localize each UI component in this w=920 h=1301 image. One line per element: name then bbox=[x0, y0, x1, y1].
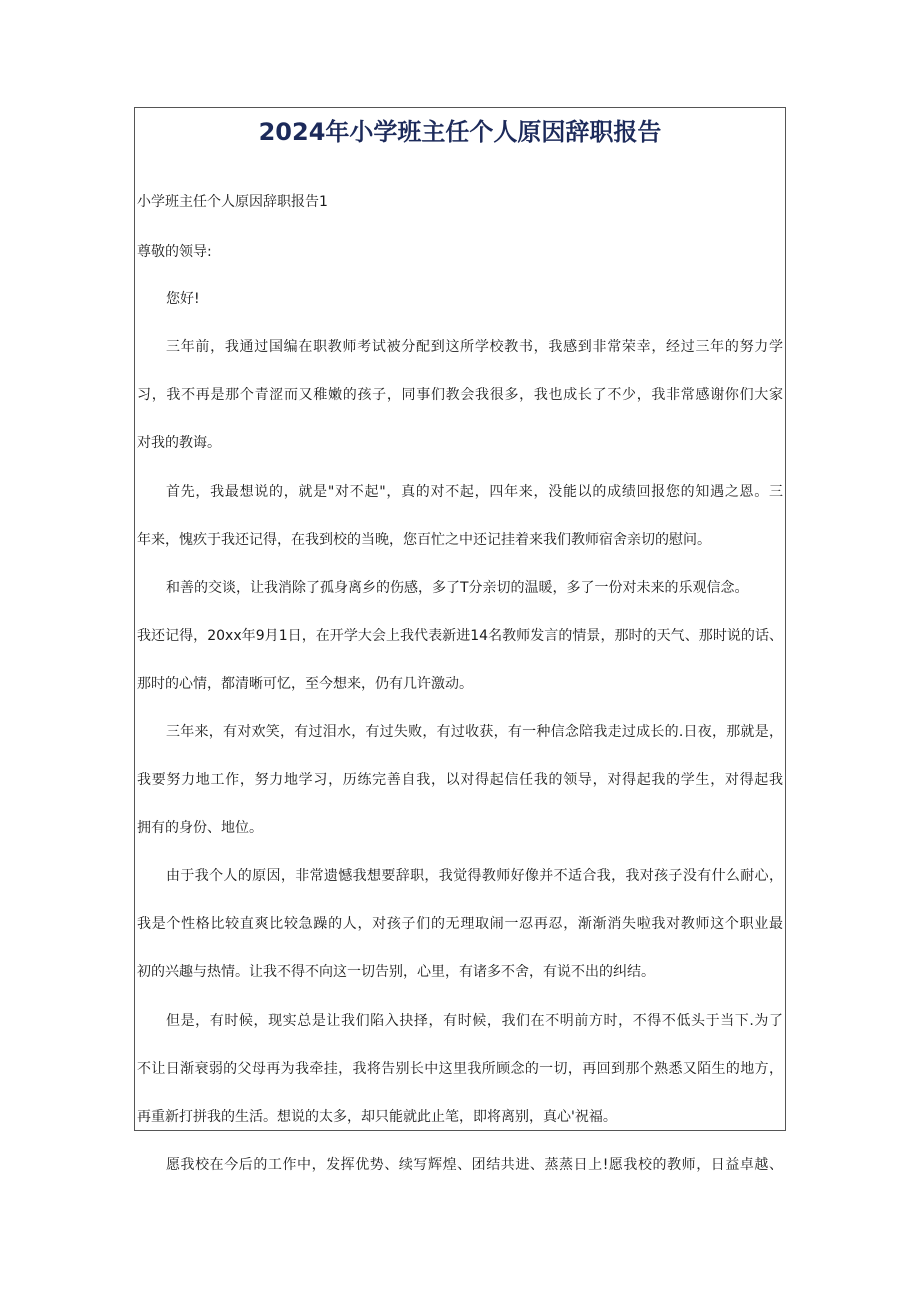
paragraph-line: 三年前，我通过国编在职教师考试被分配到这所学校教书，我感到非常荣幸，经过三年的努力学 bbox=[166, 339, 783, 355]
paragraph-line: 那时的心情，都清晰可忆，至今想来，仍有几许激动。 bbox=[137, 676, 473, 692]
paragraph-line: 年来，愧疚于我还记得，在我到校的当晚，您百忙之中还记挂着来我们教师宿舍亲切的慰问。 bbox=[137, 532, 711, 548]
salutation: 尊敬的领导: bbox=[137, 244, 212, 260]
paragraph-line: 我还记得，20xx年9月1日，在开学大会上我代表新进14名教师发言的情景，那时的天气、那时说的话、 bbox=[137, 628, 783, 644]
paragraph-line: 我要努力地工作，努力地学习，历练完善自我，以对得起信任我的领导，对得起我的学生，对得起我 bbox=[137, 772, 783, 788]
paragraph-line: 初的兴趣与热情。让我不得不向这一切告别，心里，有诸多不舍，有说不出的纠结。 bbox=[137, 964, 655, 980]
paragraph-line: 再重新打拼我的生活。想说的太多，却只能就此止笔，即将离别，真心'祝福。 bbox=[137, 1109, 617, 1125]
paragraph-line: 不让日渐衰弱的父母再为我牵挂，我将告别长中这里我所顾念的一切，再回到那个熟悉又陌生的地方， bbox=[137, 1061, 783, 1077]
paragraph-line: 对我的教诲。 bbox=[137, 435, 221, 451]
paragraph-line: 习，我不再是那个青涩而又稚嫩的孩子，同事们教会我很多，我也成长了不少，我非常感谢你们大家 bbox=[137, 387, 783, 403]
section-heading: 小学班主任个人原因辞职报告1 bbox=[137, 194, 328, 210]
paragraph-line: 由于我个人的原因，非常遗憾我想要辞职，我觉得教师好像并不适合我，我对孩子没有什么耐心， bbox=[166, 868, 783, 884]
paragraph-line: 愿我校在今后的工作中，发挥优势、续写辉煌、团结共进、蒸蒸日上!愿我校的教师，日益卓越、 bbox=[166, 1157, 783, 1173]
document-title: 2024年小学班主任个人原因辞职报告 bbox=[258, 118, 662, 146]
greeting: 您好! bbox=[166, 291, 200, 307]
paragraph-line: 首先，我最想说的，就是"对不起"，真的对不起，四年来，没能以的成绩回报您的知遇之恩。三 bbox=[166, 484, 783, 500]
paragraph-line: 我是个性格比较直爽比较急躁的人，对孩子们的无理取闹一忍再忍，渐渐消失啦我对教师这个职业最 bbox=[137, 916, 783, 932]
paragraph-line: 拥有的身份、地位。 bbox=[137, 820, 263, 836]
paragraph-line: 但是，有时候，现实总是让我们陷入抉择，有时候，我们在不明前方时，不得不低头于当下.为了 bbox=[166, 1013, 783, 1029]
paragraph-line: 三年来，有对欢笑，有过泪水，有过失败，有过收获，有一种信念陪我走过成长的.日夜，那就是， bbox=[166, 724, 783, 740]
paragraph-line: 和善的交谈，让我消除了孤身离乡的伤感，多了T分亲切的温暖，多了一份对未来的乐观信念。 bbox=[166, 580, 749, 596]
